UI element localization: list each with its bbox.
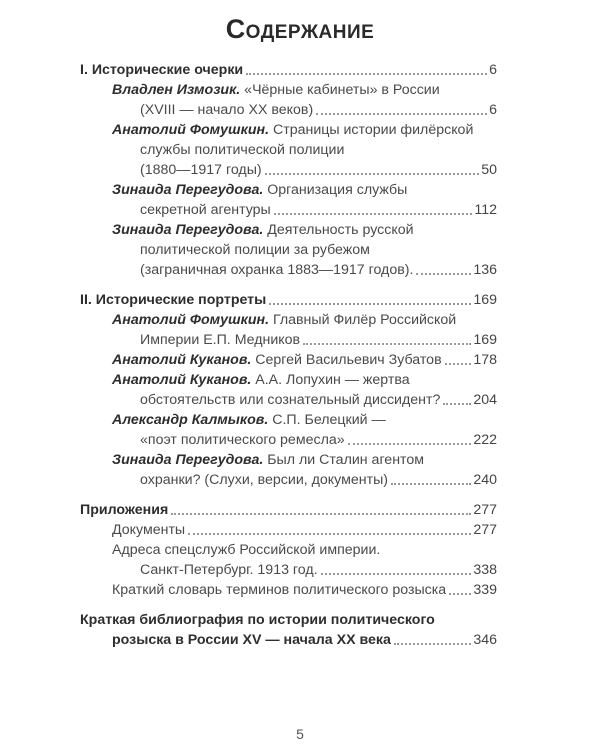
entry-text <box>112 120 473 140</box>
dot-leader <box>391 483 471 485</box>
toc-entry-line <box>112 350 497 370</box>
toc-entry-line <box>112 520 497 540</box>
dot-leader <box>321 573 472 575</box>
entry-text <box>112 580 446 600</box>
entry-text <box>140 260 413 280</box>
dot-leader <box>171 513 471 515</box>
entry-title: (заграничная охранка 1883—1917 годов). <box>140 262 414 278</box>
toc-entry-line <box>140 470 497 490</box>
page-ref: 169 <box>473 292 497 308</box>
entry-text <box>112 350 442 370</box>
dot-leader <box>416 273 471 275</box>
author-name: Зинаида Перегудова. <box>112 182 264 198</box>
author-name: Анатолий Фомушкин. <box>112 312 270 328</box>
toc-entry-line <box>140 560 497 580</box>
entry-text <box>140 330 300 350</box>
author-name: Владлен Измозик. <box>112 82 241 98</box>
toc-entry-line <box>112 180 407 200</box>
page-title: Содержание <box>225 14 375 44</box>
page-ref: 6 <box>489 62 497 78</box>
dot-leader <box>316 113 487 115</box>
author-name: Зинаида Перегудова. <box>112 222 264 238</box>
page-ref: 338 <box>473 562 497 578</box>
page-ref: 346 <box>473 632 497 648</box>
entry-text <box>140 240 370 260</box>
toc-entry-line <box>140 100 497 120</box>
toc-section-heading <box>112 630 497 650</box>
entry-text <box>112 220 414 240</box>
entry-text <box>140 160 262 180</box>
dot-leader <box>274 213 473 215</box>
section-title: розыска в России XV — начала XX века <box>112 632 391 648</box>
section-title: II. Исторические портреты <box>80 292 267 308</box>
entry-text <box>112 180 407 200</box>
author-name: Анатолий Куканов. <box>112 352 252 368</box>
entry-title: Краткий словарь терминов политического розыска <box>112 582 447 598</box>
toc-entry-line <box>140 260 497 280</box>
author-name: Анатолий Фомушкин. <box>112 122 270 138</box>
page-number: 5 <box>296 726 304 742</box>
entry-text <box>140 560 318 580</box>
toc-entry-line <box>140 160 497 180</box>
dot-leader <box>265 173 480 175</box>
page-ref: 277 <box>473 522 497 538</box>
entry-text <box>80 500 168 520</box>
entry-text <box>140 100 313 120</box>
toc-entry-line <box>112 370 410 390</box>
toc-entry-line <box>140 240 370 260</box>
toc-entry-line <box>112 450 424 470</box>
entry-text <box>112 310 456 330</box>
page-ref: 178 <box>473 352 497 368</box>
entry-text <box>80 290 266 310</box>
entry-text <box>112 450 424 470</box>
dot-leader <box>348 443 472 445</box>
page-ref: 169 <box>473 332 497 348</box>
entry-text <box>80 610 435 630</box>
toc-entry-line <box>140 140 344 160</box>
entry-title: обстоятельств или сознательный диссидент? <box>140 392 441 408</box>
entry-title: службы политической полиции <box>140 142 345 158</box>
entry-text <box>112 520 185 540</box>
toc-section-heading <box>80 290 497 310</box>
entry-title: Был ли Сталин агентом <box>263 452 425 468</box>
entry-title: «Чёрные кабинеты» в России <box>240 82 440 98</box>
dot-leader <box>449 593 471 595</box>
entry-text <box>140 200 271 220</box>
entry-title: Империи Е.П. Медников <box>140 332 301 348</box>
toc-entry-line <box>112 310 456 330</box>
entry-title: (XVIII — начало XX веков) <box>140 102 314 118</box>
author-name: Александр Калмыков. <box>112 412 269 428</box>
toc-section-heading <box>80 500 497 520</box>
page-ref: 204 <box>473 392 497 408</box>
entry-text <box>112 410 386 430</box>
dot-leader <box>394 643 471 645</box>
toc-entry-line <box>140 330 497 350</box>
entry-text <box>112 80 440 100</box>
toc-entry-line <box>112 410 386 430</box>
entry-title: Организация службы <box>263 182 408 198</box>
entry-title: Адреса спецслужб Российской империи. <box>112 542 381 558</box>
toc-entry-line <box>112 580 497 600</box>
dot-leader <box>303 343 471 345</box>
entry-title: С.П. Белецкий — <box>268 412 386 428</box>
page-ref: 6 <box>489 102 497 118</box>
section-title: I. Исторические очерки <box>80 62 244 78</box>
entry-text <box>140 140 344 160</box>
entry-text <box>140 390 440 410</box>
section-title: Краткая библиография по истории политического <box>80 612 435 628</box>
entry-title: А.А. Лопухин — жертва <box>251 372 410 388</box>
entry-title: Документы <box>112 522 186 538</box>
toc-entry-line <box>140 390 497 410</box>
toc-entry-line <box>112 540 380 560</box>
toc-entry-line <box>112 80 440 100</box>
entry-title: политической полиции за рубежом <box>140 242 370 258</box>
entry-title: «поэт политического ремесла» <box>140 432 345 448</box>
toc-entry-line <box>112 120 473 140</box>
toc-section-heading <box>80 610 435 630</box>
dot-leader <box>246 73 487 75</box>
page-ref: 339 <box>473 582 497 598</box>
entry-title: охранки? (Слухи, версии, документы) <box>140 472 389 488</box>
entry-title: Главный Филёр Российской <box>269 312 457 328</box>
dot-leader <box>443 403 471 405</box>
page-ref: 222 <box>473 432 497 448</box>
page-ref: 136 <box>473 262 497 278</box>
toc-entry-line <box>112 220 414 240</box>
entry-title: Санкт-Петербург. 1913 год. <box>140 562 318 578</box>
entry-text <box>112 540 380 560</box>
entry-text <box>140 470 388 490</box>
dot-leader <box>188 533 471 535</box>
author-name: Зинаида Перегудова. <box>112 452 264 468</box>
entry-title: (1880—1917 годы) <box>140 162 262 178</box>
page-ref: 50 <box>481 162 497 178</box>
entry-text <box>112 370 410 390</box>
toc-entry-line <box>140 430 497 450</box>
dot-leader <box>269 303 471 305</box>
page-ref: 240 <box>473 472 497 488</box>
section-title: Приложения <box>80 502 169 518</box>
entry-text <box>112 630 391 650</box>
dot-leader <box>445 363 472 365</box>
toc-entry-line <box>140 200 497 220</box>
page-ref: 112 <box>474 202 497 218</box>
page-ref: 277 <box>473 502 497 518</box>
entry-title: Деятельность русской <box>263 222 414 238</box>
entry-title: Сергей Васильевич Зубатов <box>251 352 442 368</box>
entry-title: секретной агентуры <box>140 202 271 218</box>
entry-text <box>140 430 345 450</box>
entry-title: Страницы истории филёрской <box>269 122 474 138</box>
toc-section-heading <box>80 60 497 80</box>
author-name: Анатолий Куканов. <box>112 372 252 388</box>
entry-text <box>80 60 243 80</box>
